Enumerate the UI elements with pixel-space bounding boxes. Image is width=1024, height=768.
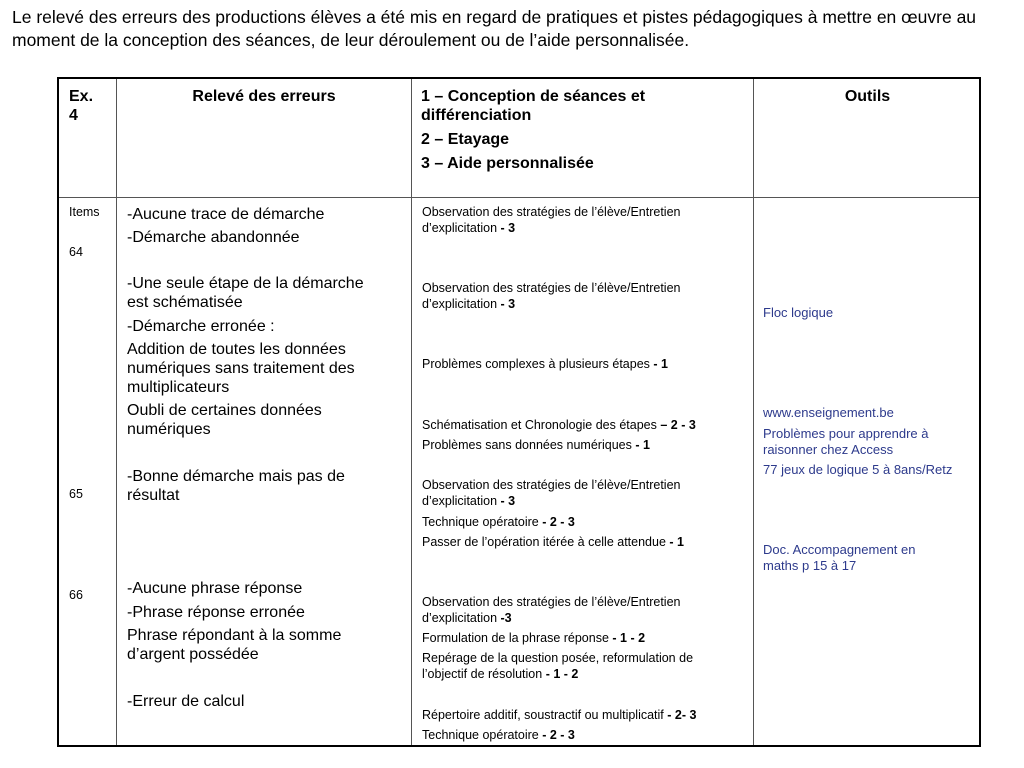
tool-link[interactable]: Doc. Accompagnement en maths p 15 à 17	[763, 542, 916, 573]
strategy-item: Passer de l’opération itérée à celle attendue - 1	[422, 535, 684, 549]
tool-link[interactable]: www.enseignement.be	[763, 405, 894, 420]
header-tools: Outils	[844, 88, 891, 105]
item-number: 66	[69, 588, 83, 602]
strategy-item: Observation des stratégies de l’élève/Entretien d’explicitation -3	[422, 595, 681, 625]
strategy-item: Observation des stratégies de l’élève/Entretien d’explicitation - 3	[422, 281, 681, 311]
error-item: Oubli de certaines données numériques	[127, 402, 322, 438]
strategy-item: Formulation de la phrase réponse - 1 - 2	[422, 631, 646, 645]
errors-table	[57, 77, 981, 747]
error-item: -Bonne démarche mais pas de résultat	[127, 468, 345, 504]
strategy-item: Technique opératoire - 2 - 3	[422, 728, 575, 742]
tool-link[interactable]: Problèmes pour apprendre à raisonner chez Access	[763, 426, 929, 457]
strategy-item: Technique opératoire - 2 - 3	[422, 515, 575, 529]
error-item: -Démarche erronée :	[127, 318, 275, 335]
header-conception: 1 – Conception de séances et différenciation 2 – Etayage 3 – Aide personnalisée	[421, 88, 646, 172]
error-item: Addition de toutes les données numériques sans traitement des multiplicateurs	[127, 341, 355, 396]
error-item: Phrase répondant à la somme d’argent possédée	[127, 627, 342, 663]
header-exercise: Ex. 4	[69, 88, 94, 124]
error-item: -Démarche abandonnée	[127, 229, 300, 246]
column-divider	[411, 79, 412, 745]
tool-link[interactable]: Floc logique	[763, 305, 834, 320]
item-number: 65	[69, 487, 83, 501]
item-number: 64	[69, 245, 83, 259]
strategy-item: Problèmes sans données numériques - 1	[422, 438, 650, 452]
error-item: -Phrase réponse erronée	[127, 604, 305, 621]
error-item: -Aucune trace de démarche	[127, 206, 325, 223]
column-divider	[116, 79, 117, 745]
error-item: -Erreur de calcul	[127, 693, 245, 710]
header-errors: Relevé des erreurs	[192, 88, 336, 105]
strategy-item: Observation des stratégies de l’élève/Entretien d’explicitation - 3	[422, 205, 681, 235]
strategy-item: Problèmes complexes à plusieurs étapes - 1	[422, 357, 668, 371]
error-item: -Aucune phrase réponse	[127, 580, 303, 597]
header-divider	[59, 197, 979, 198]
strategy-item: Schématisation et Chronologie des étapes – 2 - 3	[422, 418, 696, 432]
error-item: -Une seule étape de la démarche est schématisée	[127, 275, 364, 311]
intro-paragraph: Le relevé des erreurs des productions élèves a été mis en regard de pratiques et pistes pédagogiques à mettre en œuvre au moment de la conception des séances, de leur déroulement ou de l’aide personnalisée.	[12, 7, 977, 50]
tool-link[interactable]: 77 jeux de logique 5 à 8ans/Retz	[763, 462, 953, 477]
strategy-item: Repérage de la question posée, reformulation de l’objectif de résolution - 1 - 2	[422, 651, 694, 681]
items-label: Items	[69, 205, 100, 219]
column-divider	[753, 79, 754, 745]
strategy-item: Répertoire additif, soustractif ou multiplicatif - 2- 3	[422, 708, 697, 722]
strategy-item: Observation des stratégies de l’élève/Entretien d’explicitation - 3	[422, 478, 681, 508]
